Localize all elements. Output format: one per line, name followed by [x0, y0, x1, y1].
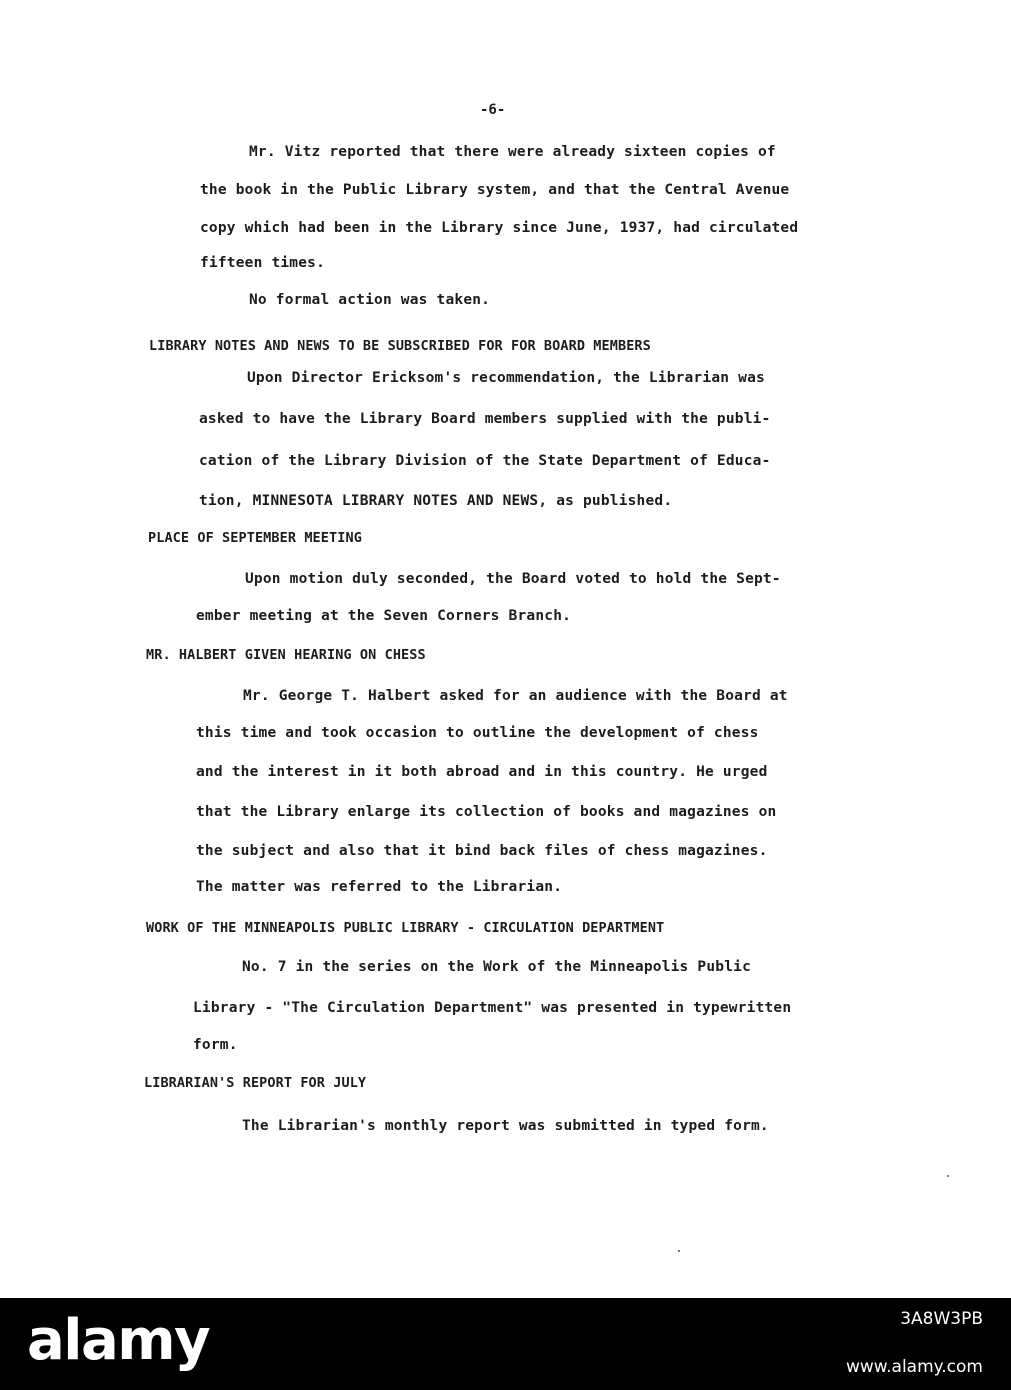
paragraph-line: Upon motion duly seconded, the Board voted to hold the Sept-	[245, 571, 781, 587]
paragraph-line: cation of the Library Division of the State Department of Educa-	[199, 453, 771, 469]
paragraph-line: tion, MINNESOTA LIBRARY NOTES AND NEWS, as published.	[199, 493, 673, 509]
paragraph-line: No. 7 in the series on the Work of the Minneapolis Public	[242, 959, 751, 975]
paragraph-line: Mr. George T. Halbert asked for an audience with the Board at	[243, 688, 788, 704]
paragraph-line: this time and took occasion to outline the development of chess	[196, 725, 759, 741]
paragraph-line: form.	[193, 1037, 238, 1053]
alamy-logo: alamy	[27, 1308, 210, 1373]
paragraph-line: and the interest in it both abroad and in this country. He urged	[196, 764, 768, 780]
paragraph-line: the subject and also that it bind back files of chess magazines.	[196, 843, 768, 859]
paragraph-line: Upon Director Ericksom's recommendation, the Librarian was	[247, 370, 765, 386]
page-number: -6-	[480, 102, 506, 118]
image-id: 3A8W3PB	[900, 1309, 983, 1329]
paragraph-line: Library - "The Circulation Department" was presented in typewritten	[193, 1000, 792, 1016]
paragraph-line: fifteen times.	[200, 255, 326, 271]
paper-speck	[678, 1250, 680, 1252]
paragraph-line: Mr. Vitz reported that there were already sixteen copies of	[249, 144, 776, 160]
paragraph-line: copy which had been in the Library since June, 1937, had circulated	[200, 220, 799, 236]
watermark-url: www.alamy.com	[845, 1357, 983, 1377]
section-heading: WORK OF THE MINNEAPOLIS PUBLIC LIBRARY - CIRCULATION DEPARTMENT	[146, 920, 665, 936]
paragraph-line: The matter was referred to the Librarian.	[196, 879, 563, 895]
paragraph-line: No formal action was taken.	[249, 292, 491, 308]
section-heading: MR. HALBERT GIVEN HEARING ON CHESS	[146, 647, 426, 663]
section-heading: LIBRARY NOTES AND NEWS TO BE SUBSCRIBED FOR FOR BOARD MEMBERS	[149, 338, 651, 354]
section-heading: LIBRARIAN'S REPORT FOR JULY	[144, 1075, 367, 1091]
paragraph-line: The Librarian's monthly report was submitted in typed form.	[242, 1118, 769, 1134]
paper-speck	[947, 1175, 949, 1177]
paragraph-line: asked to have the Library Board members supplied with the publi-	[199, 411, 771, 427]
section-heading: PLACE OF SEPTEMBER MEETING	[148, 530, 362, 546]
paragraph-line: the book in the Public Library system, and that the Central Avenue	[200, 182, 790, 198]
paragraph-line: ember meeting at the Seven Corners Branch.	[196, 608, 572, 624]
paragraph-line: that the Library enlarge its collection of books and magazines on	[196, 804, 777, 820]
